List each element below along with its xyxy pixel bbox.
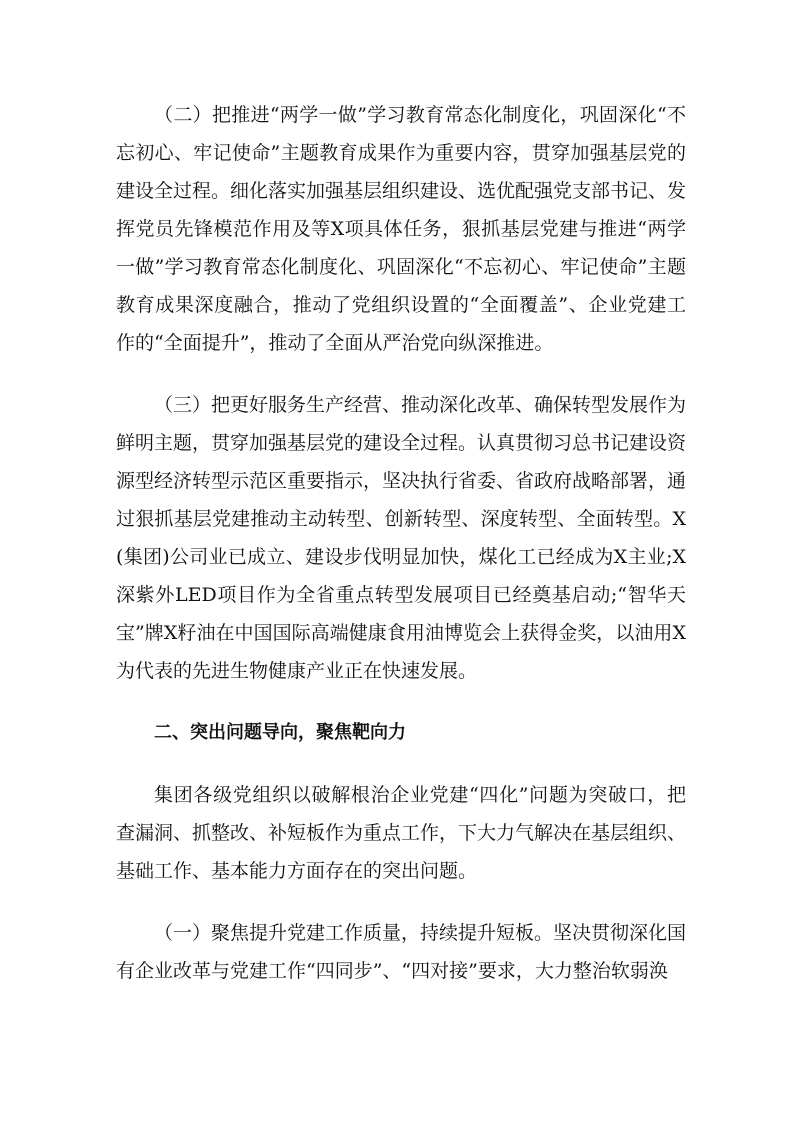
section-intro-paragraph: 集团各级党组织以破解根治企业党建“四化”问题为突破口，把查漏洞、抓整改、补短板作为重点工作，下大力气解决在基层组织、基础工作、基本能力方面存在的突出问题。 — [116, 784, 687, 882]
paragraph-2-2: （二）把推进“两学一做”学习教育常态化制度化，巩固深化“不忘初心、牢记使命”主题教育成果作为重要内容，贯穿加强基层党的建设全过程。细化落实加强基层组织建设、选优配强党支部书记、发挥党员先锋模范作用及等X项具体任务，狠抓基层党建与推进“两学一做”学习教育常态化制度化、巩固深化“不忘初心、牢记使命”主题教育成果深度融合，推动了党组织设置的“全面覆盖”、企业党建工作的“全面提升”，推动了全面从严治党向纵深推进。 — [116, 104, 687, 354]
section-heading-2: 二、突出问题导向，聚焦靶向力 — [154, 722, 406, 743]
paragraph-3-1: （一）聚焦提升党建工作质量，持续提升短板。坚决贯彻深化国有企业改革与党建工作“四同步”、“四对接”要求，大力整治软弱涣 — [116, 922, 687, 982]
document-page — [116, 96, 686, 1014]
paragraph-2-3: （三）把更好服务生产经营、推动深化改革、确保转型发展作为鲜明主题，贯穿加强基层党的建设全过程。认真贯彻习总书记建设资源型经济转型示范区重要指示，坚决执行省委、省政府战略部署，通过狠抓基层党建推动主动转型、创新转型、深度转型、全面转型。X(集团)公司业已成立、建设步伐明显加快，煤化工已经成为X主业;X深紫外LED项目作为全省重点转型发展项目已经奠基启动;“智华天宝”牌X籽油在中国国际高端健康食用油博览会上获得金奖，以油用X为代表的先进生物健康产业正在快速发展。 — [116, 394, 687, 682]
